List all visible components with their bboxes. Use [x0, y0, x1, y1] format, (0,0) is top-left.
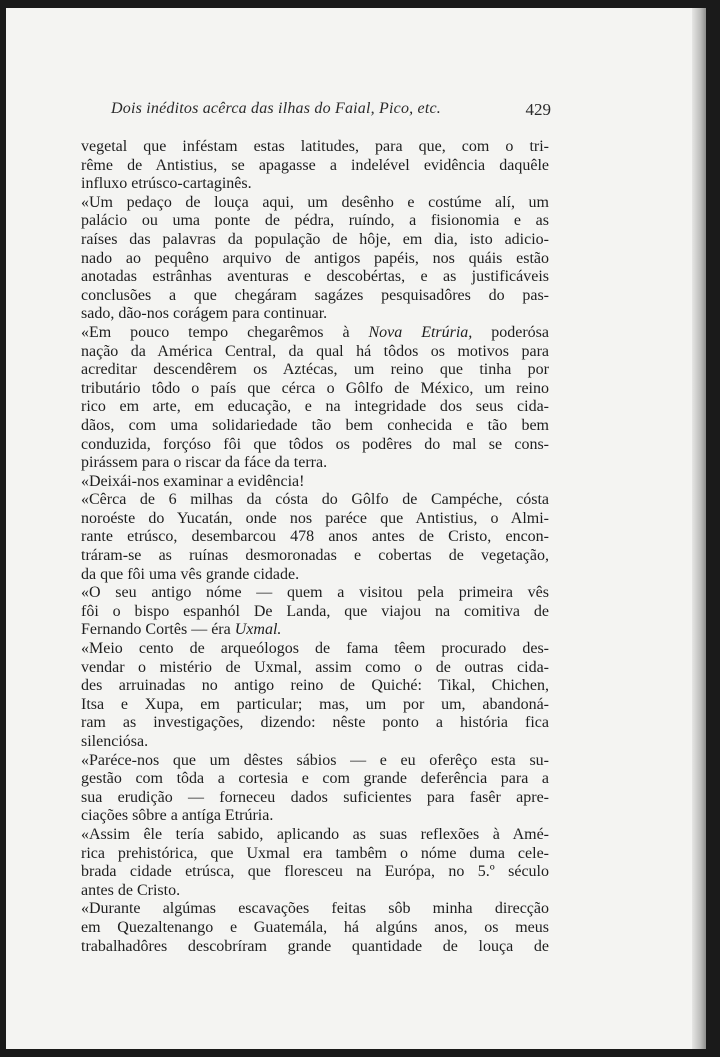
text-fragment: poderósa: [472, 323, 550, 341]
text-line: noroéste do Yucatán, onde nos paréce que Antistius, o Almi-: [81, 509, 549, 527]
text-line: tributário tôdo o país que cérca o Gôlfo de México, um reino: [81, 379, 549, 397]
text-line: «Cêrca de 6 milhas da cósta do Gôlfo de Campéche, cósta: [81, 491, 549, 509]
paragraph: [81, 752, 549, 826]
text-line: anotadas estrânhas aventuras e descobértas, e as justificáveis: [81, 268, 549, 286]
text-line: gestão com tôda a cortesia e com grande deferência para a: [81, 770, 549, 788]
text-line: Itsa e Xupa, em particular; mas, um por um, abandoná-: [81, 695, 549, 713]
text-line: «Durante algúmas escavações feitas sôb minha direcção: [81, 900, 549, 918]
text-line: «Paréce-nos que um dêstes sábios — e eu oferêço esta su-: [81, 751, 549, 769]
text-line: [81, 621, 549, 640]
page-gutter-shadow: [692, 8, 706, 1049]
body-text: [81, 138, 549, 956]
paragraph: [81, 324, 549, 473]
text-line: «Deixái-nos examinar a evidência!: [81, 472, 305, 490]
text-line: conduzida, forçóso fôi que tôdos os podêres do mal se cons-: [81, 435, 549, 453]
text-line: rico em arte, em educação, e na integridade dos seus cida-: [81, 398, 549, 416]
text-line: raíses das palavras da população de hôje, em dia, isto adicio-: [81, 230, 549, 248]
paragraph: [81, 473, 549, 492]
text-line: fôi o bispo espanhól De Landa, que viajou na comitiva de: [81, 602, 549, 620]
text-line: rême de Antistius, se apagasse a indelével evidência daquêle: [81, 156, 549, 174]
text-line: rante etrúsco, desembarcou 478 anos antes de Cristo, encon-: [81, 528, 549, 546]
text-line: vegetal que inféstam estas latitudes, para que, com o tri-: [81, 138, 549, 155]
text-line: da que fôi uma vês grande cidade.: [81, 565, 300, 583]
paragraph: [81, 491, 549, 584]
page-header: [111, 100, 551, 122]
text-line: «Assim êle tería sabido, aplicando as suas reflexões à Amé-: [81, 825, 549, 843]
book-page: [6, 8, 706, 1049]
text-line: «O seu antigo nóme — quem a visitou pela primeira vês: [81, 584, 549, 602]
text-line: rica prehistórica, que Uxmal era tambêm o nóme duma cele-: [81, 844, 549, 862]
text-line: des arruinadas no antigo reino de Quiché: Tikal, Chichen,: [81, 677, 549, 695]
text-line: trabalhadôres descobríram grande quantidade de louça de: [81, 937, 549, 955]
text-line: ram as investigações, dizendo: nêste ponto a história fica: [81, 714, 549, 732]
text-line: nado ao pequêno arquivo de antigos papéis, nos quáis estão: [81, 249, 549, 267]
text-fragment: Fernando Cortês — éra: [81, 621, 235, 639]
text-line: vendar o mistério de Uxmal, assim como o de outras cida-: [81, 658, 549, 676]
running-title: Dois inéditos acêrca das ilhas do Faial, Pico, etc.: [111, 100, 442, 117]
text-line: silenciósa.: [81, 733, 149, 750]
text-fragment: «Em pouco tempo chegarêmos à: [81, 323, 369, 341]
paragraph: [81, 584, 549, 640]
text-line: antes de Cristo.: [81, 881, 181, 899]
text-line: em Quezaltenango e Guatemála, há algúns anos, os meus: [81, 918, 549, 936]
text-line: tráram-se as ruínas desmoronadas e cobertas de vegetação,: [81, 547, 549, 565]
text-line: pirássem para o riscar da fáce da terra.: [81, 454, 328, 472]
paragraph: [81, 194, 549, 324]
text-line: ciações sôbre a antíga Etrúria.: [81, 807, 274, 825]
place-name-italic: Uxmal.: [234, 621, 282, 639]
text-line: sua erudição — forneceu dados suficientes para fasêr apre-: [81, 788, 549, 806]
text-line: dãos, com uma solidariedade tão bem conhecida e tão bem: [81, 416, 549, 434]
text-line: [81, 324, 549, 343]
paragraph: [81, 640, 549, 752]
text-line: «Um pedaço de louça aqui, um desênho e costúme alí, um: [81, 193, 549, 211]
text-line: influxo etrúsco-cartaginês.: [81, 175, 252, 193]
text-line: sado, dão-nos corágem para continuar.: [81, 305, 328, 323]
page-number: 429: [525, 100, 551, 119]
text-line: palácio ou uma ponte de pédra, ruíndo, a fisionomia e as: [81, 212, 549, 230]
text-line: «Meio cento de arqueólogos de fama têem procurado des-: [81, 640, 549, 658]
place-name-italic: Nova Etrúria,: [368, 323, 473, 341]
text-line: acreditar descendêrem os Aztécas, um reino que tinha por: [81, 361, 549, 379]
paragraph: [81, 900, 549, 956]
paragraph: [81, 138, 549, 194]
text-line: nação da América Central, da qual há tôdos os motivos para: [81, 342, 549, 360]
paragraph: [81, 826, 549, 900]
text-line: conclusões a que chegáram sagázes pesquisadôres do pas-: [81, 286, 549, 304]
text-line: brada cidade etrúsca, que floresceu na Európa, no 5.º século: [81, 863, 549, 881]
